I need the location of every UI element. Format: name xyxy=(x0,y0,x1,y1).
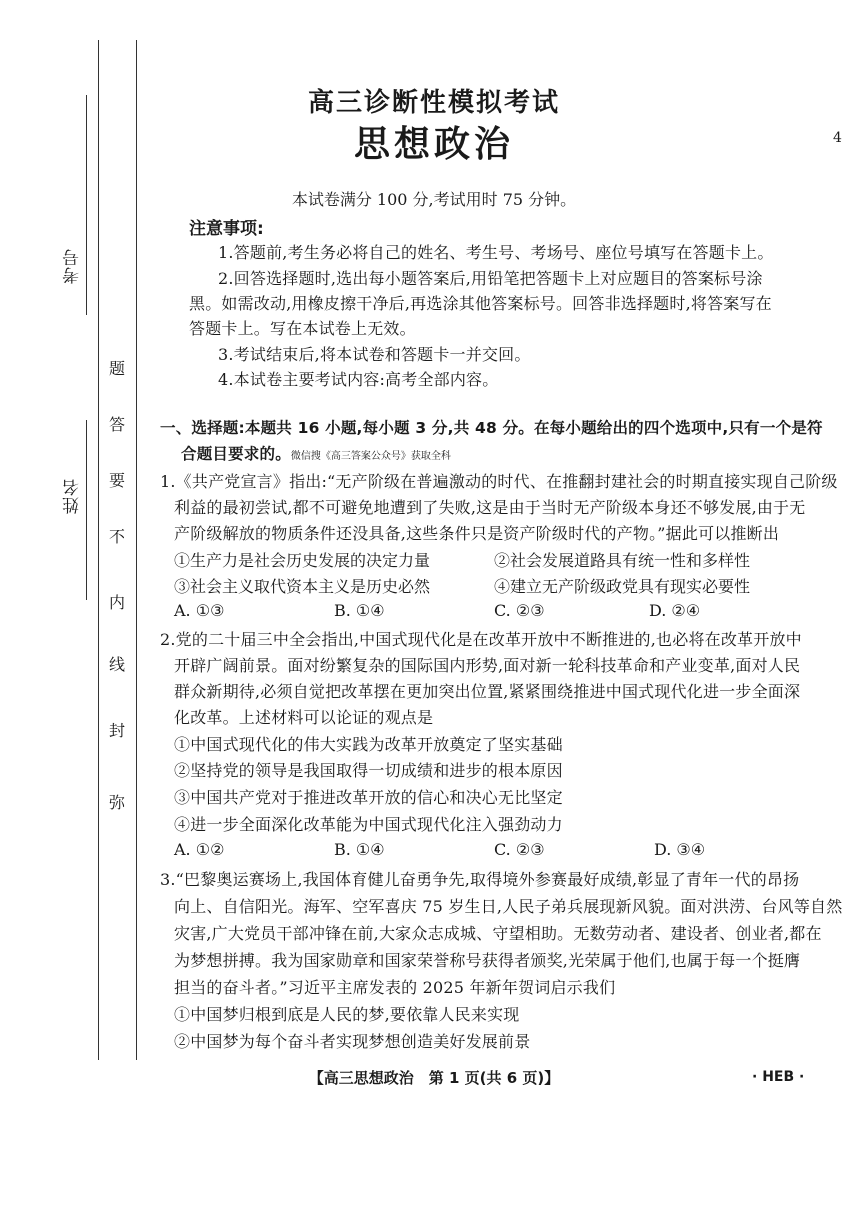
q2-option-b: B. ①④ xyxy=(334,840,385,859)
q1-option-d: D. ②④ xyxy=(649,601,701,620)
section-heading-text: 合题目要求的。 xyxy=(181,445,291,463)
notice-line-1: 1.答题前,考生务必将自己的姓名、考生号、考场号、座位号填写在答题卡上。 xyxy=(218,243,774,262)
notice-line-6: 4.本试卷主要考试内容:高考全部内容。 xyxy=(218,370,499,389)
q1-option-a: A. ①③ xyxy=(174,601,225,620)
q2-line-4: 化改革。上述材料可以论证的观点是 xyxy=(174,708,434,727)
q1-line-2: 利益的最初尝试,都不可避免地遭到了失败,这是由于当时无产阶级本身还不够发展,由于无 xyxy=(174,498,806,517)
exam-info: 本试卷满分 100 分,考试用时 75 分钟。 xyxy=(291,190,577,209)
seal-char-3: 要 xyxy=(108,471,125,490)
notice-line-5: 3.考试结束后,将本试卷和答题卡一并交回。 xyxy=(218,345,531,364)
q2-statement-2: ②坚持党的领导是我国取得一切成绩和进步的根本原因 xyxy=(174,761,563,780)
name-label: 姓名 xyxy=(63,478,83,514)
subject-title: 思想政治 xyxy=(353,124,514,165)
seal-char-7: 封 xyxy=(108,721,125,740)
q3-statement-2: ②中国梦为每个奋斗者实现梦想创造美好发展前景 xyxy=(174,1032,531,1051)
q1-line-3: 产阶级解放的物质条件还没具备,这些条件只是资产阶级时代的产物。”据此可以推断出 xyxy=(174,524,780,543)
seal-char-2: 答 xyxy=(108,415,125,434)
seal-char-1: 题 xyxy=(108,359,125,378)
section-heading-line-1: 一、选择题:本题共 16 小题,每小题 3 分,共 48 分。在每小题给出的四个选项中,只有一个是符 xyxy=(160,419,823,437)
watermark-note: 微信搜《高三答案公众号》获取全科 xyxy=(290,451,451,462)
q1-statement-3: ③社会主义取代资本主义是历史必然 xyxy=(174,577,431,596)
section-heading-line-2 xyxy=(181,442,451,464)
q2-line-1: 2.党的二十届三中全会指出,中国式现代化是在改革开放中不断推进的,也必将在改革开放中 xyxy=(160,630,802,649)
seal-char-6: 线 xyxy=(108,655,125,674)
name-underline xyxy=(86,420,87,600)
q3-statement-1: ①中国梦归根到底是人民的梦,要依靠人民来实现 xyxy=(174,1005,520,1024)
notice-line-3: 黑。如需改动,用橡皮擦干净后,再选涂其他答案标号。回答非选择题时,将答案写在 xyxy=(189,294,772,313)
q2-statement-4: ④进一步全面深化改革能为中国式现代化注入强劲动力 xyxy=(174,815,563,834)
q2-option-c: C. ②③ xyxy=(494,840,545,859)
q3-line-3: 灾害,广大党员干部冲锋在前,大家众志成城、守望相助。无数劳动者、建设者、创业者,都在 xyxy=(174,924,822,943)
q2-line-3: 群众新期待,必须自觉把改革摆在更加突出位置,紧紧围绕推进中国式现代化进一步全面深 xyxy=(174,682,801,701)
q3-line-1: 3.“巴黎奥运赛场上,我国体育健儿奋勇争先,取得境外参赛最好成绩,彰显了青年一代的昂扬 xyxy=(160,870,800,889)
exam-title: 高三诊断性模拟考试 xyxy=(307,88,560,118)
q1-statement-1: ①生产力是社会历史发展的决定力量 xyxy=(174,551,431,570)
q1-statement-4: ④建立无产阶级政党具有现实必要性 xyxy=(494,577,751,596)
q1-option-b: B. ①④ xyxy=(334,601,385,620)
corner-mark: 4 xyxy=(833,130,842,146)
q3-line-5: 担当的奋斗者。”习近平主席发表的 2025 年新年贺词启示我们 xyxy=(174,978,616,997)
q2-statement-1: ①中国式现代化的伟大实践为改革开放奠定了坚实基础 xyxy=(174,735,563,754)
seal-char-8: 弥 xyxy=(108,793,125,812)
notice-heading: 注意事项: xyxy=(189,219,264,239)
q3-line-2: 向上、自信阳光。海军、空军喜庆 75 岁生日,人民子弟兵展现新风貌。面对洪涝、台风等自然 xyxy=(174,897,843,916)
footer-code: · HEB · xyxy=(752,1069,805,1085)
q2-option-a: A. ①② xyxy=(174,840,225,859)
seal-char-5: 内 xyxy=(108,593,125,612)
q2-line-2: 开辟广阔前景。面对纷繁复杂的国际国内形势,面对新一轮科技革命和产业变革,面对人民 xyxy=(174,656,801,675)
notice-line-4: 答题卡上。写在本试卷上无效。 xyxy=(189,319,416,338)
q2-statement-3: ③中国共产党对于推进改革开放的信心和决心无比坚定 xyxy=(174,788,563,807)
notice-line-2: 2.回答选择题时,选出每小题答案后,用铅笔把答题卡上对应题目的答案标号涂 xyxy=(218,269,763,288)
q2-option-d: D. ③④ xyxy=(654,840,706,859)
q1-option-c: C. ②③ xyxy=(494,601,545,620)
footer-page-info: 【高三思想政治 第 1 页(共 6 页)】 xyxy=(308,1069,560,1087)
q3-line-4: 为梦想拼搏。我为国家勋章和国家荣誉称号获得者颁奖,光荣属于他们,也属于每一个挺膺 xyxy=(174,951,801,970)
q1-line-1: 1.《共产党宣言》指出:“无产阶级在普遍激动的时代、在推翻封建社会的时期直接实现自己阶级 xyxy=(160,472,838,491)
exam-number-label: 考号 xyxy=(63,248,83,284)
seal-char-4: 不 xyxy=(108,527,125,546)
q1-statement-2: ②社会发展道路具有统一性和多样性 xyxy=(494,551,751,570)
